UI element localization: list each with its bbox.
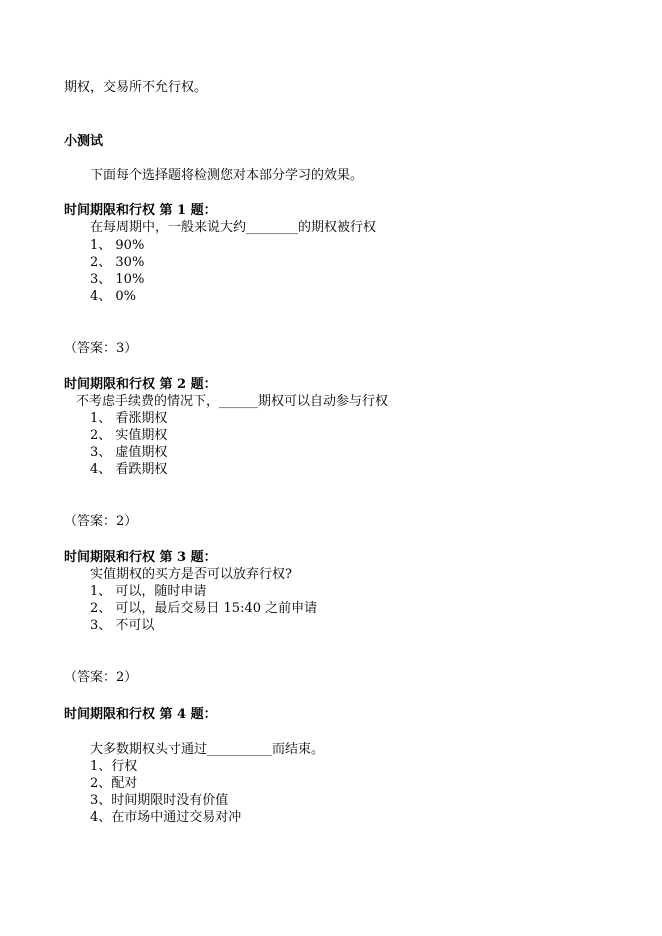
question-prompt: 大多数期权头寸通过__________而结束。 bbox=[90, 742, 325, 757]
question-title: 时间期限和行权 第 4 题： bbox=[64, 707, 217, 722]
answer-option: 4、 看跌期权 bbox=[90, 462, 168, 477]
answer-option: 3、 10% bbox=[90, 272, 145, 287]
question-prompt: 在每周期中，一般来说大约________的期权被行权 bbox=[90, 220, 377, 235]
answer-option: 1、 可以，随时申请 bbox=[90, 584, 207, 599]
answer-option: 1、行权 bbox=[90, 759, 138, 774]
answer-key: （答案：2） bbox=[64, 670, 138, 685]
intro-fragment: 期权，交易所不允行权。 bbox=[64, 80, 208, 95]
answer-option: 3、时间期限时没有价值 bbox=[90, 793, 229, 808]
question-prompt: 实值期权的买方是否可以放弃行权? bbox=[90, 567, 292, 582]
answer-option: 3、 虚值期权 bbox=[90, 445, 168, 460]
question-prompt: 不考虑手续费的情况下，______期权可以自动参与行权 bbox=[76, 394, 389, 409]
answer-key: （答案：3） bbox=[64, 341, 138, 356]
answer-option: 1、 90% bbox=[90, 238, 145, 253]
answer-option: 1、 看涨期权 bbox=[90, 411, 168, 426]
answer-key: （答案：2） bbox=[64, 514, 138, 529]
answer-option: 3、 不可以 bbox=[90, 618, 155, 633]
question-title: 时间期限和行权 第 3 题： bbox=[64, 550, 217, 565]
question-title: 时间期限和行权 第 1 题： bbox=[64, 203, 217, 218]
question-title: 时间期限和行权 第 2 题： bbox=[64, 377, 217, 392]
answer-option: 4、 0% bbox=[90, 289, 137, 304]
answer-option: 2、 可以，最后交易日 15:40 之前申请 bbox=[90, 601, 318, 616]
answer-option: 2、 实值期权 bbox=[90, 428, 168, 443]
section-title: 小测试 bbox=[64, 134, 104, 149]
answer-option: 2、 30% bbox=[90, 255, 145, 270]
answer-option: 4、在市场中通过交易对冲 bbox=[90, 810, 242, 825]
section-intro: 下面每个选择题将检测您对本部分学习的效果。 bbox=[90, 168, 364, 183]
answer-option: 2、配对 bbox=[90, 776, 138, 791]
